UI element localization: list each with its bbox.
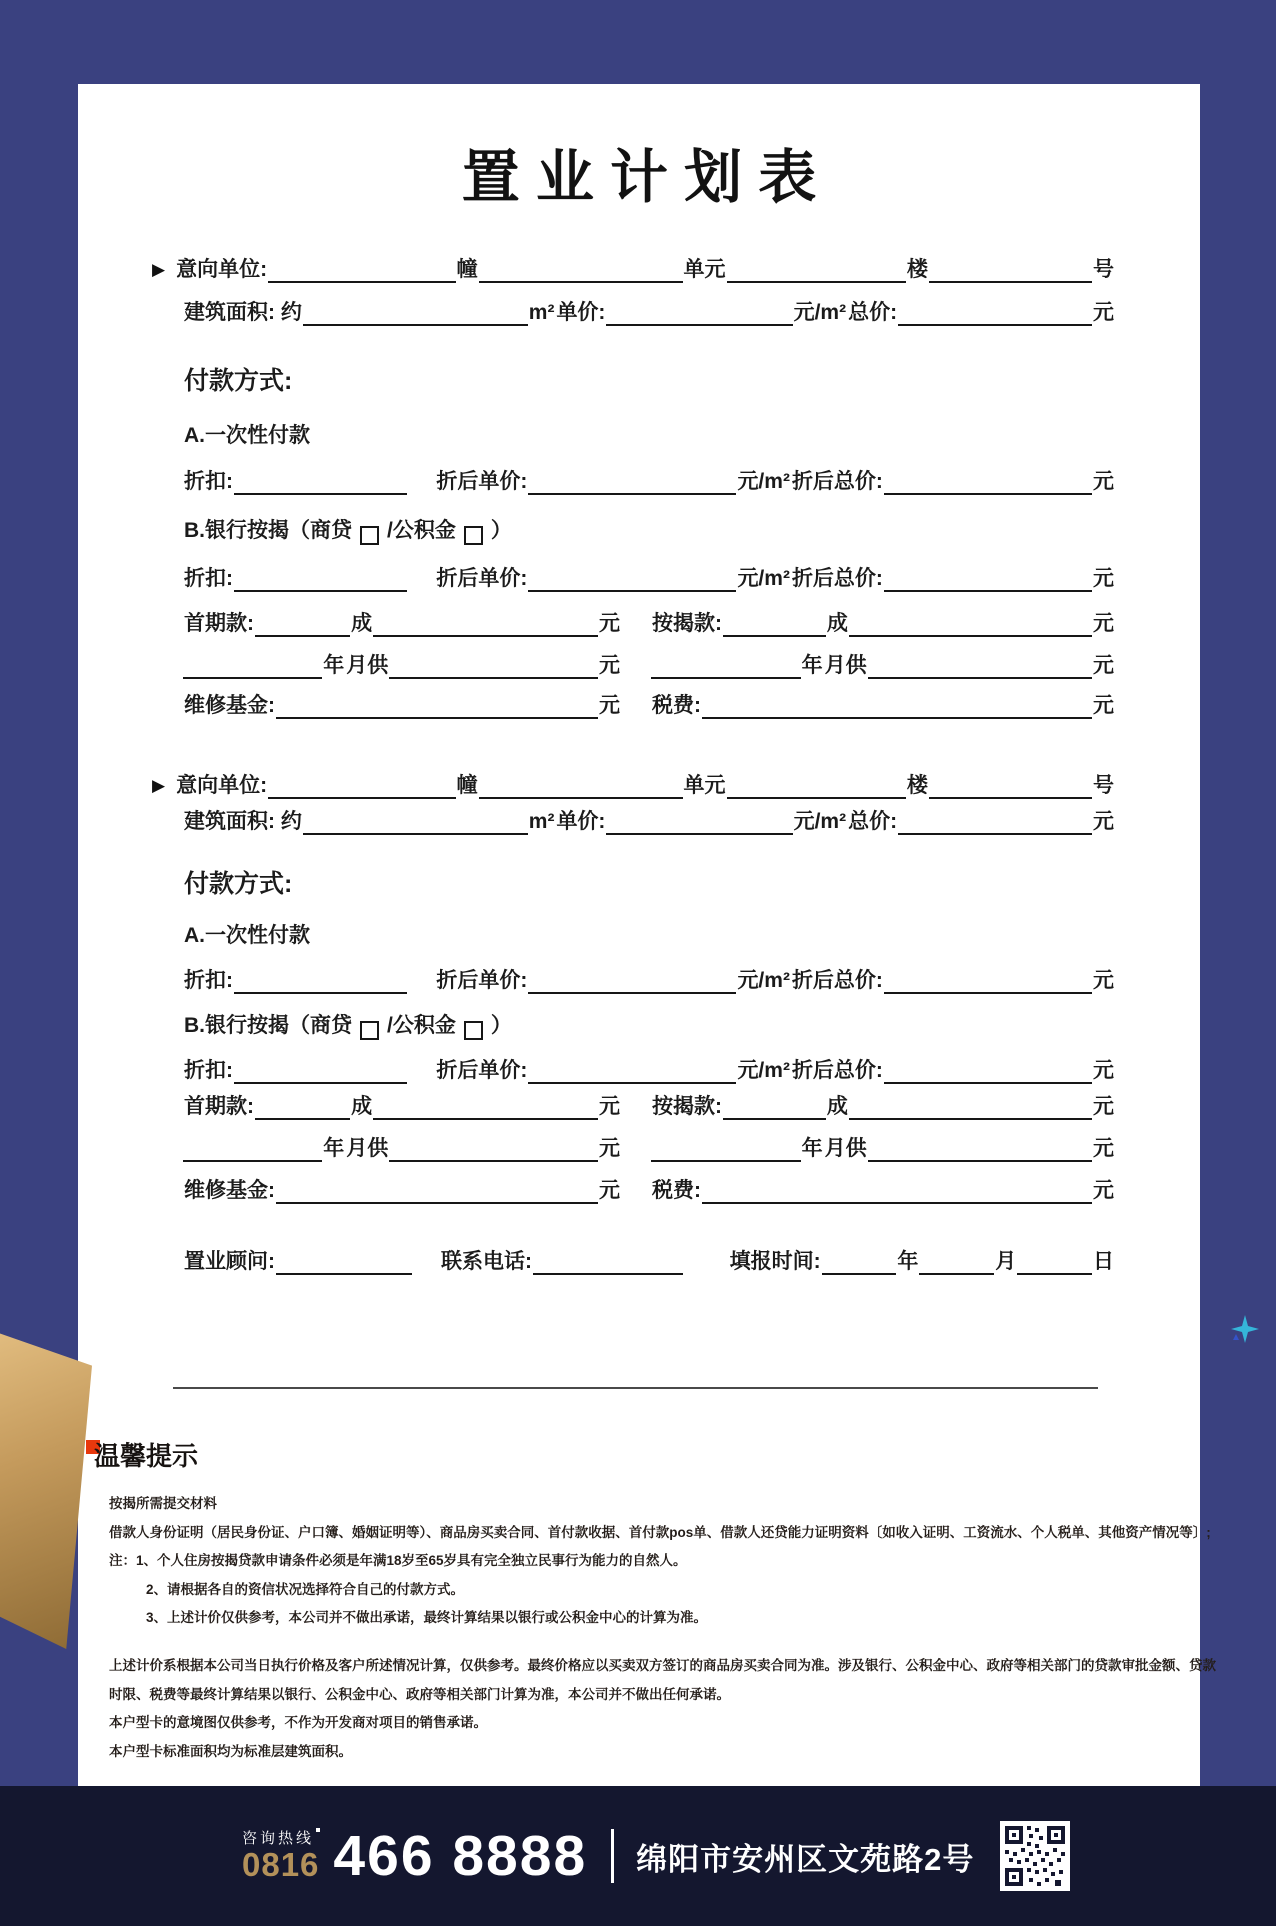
- tips-note-3: 3、上述计价仅供参考，本公司并不做出承诺，最终计算结果以银行或公积金中心的计算为准。: [146, 1610, 708, 1626]
- form-sheet: [78, 84, 1216, 1786]
- monthly-payment-row-1: [183, 652, 1115, 679]
- discounted-total-label: 折后总价:: [791, 567, 883, 590]
- blank-discount[interactable]: [234, 967, 407, 994]
- blank-discount[interactable]: [234, 468, 407, 495]
- blank-unit[interactable]: [479, 256, 683, 283]
- mortgage-label: 按揭款:: [652, 1095, 722, 1118]
- area-row-2: [183, 808, 1115, 835]
- footer-bar: [0, 1786, 1276, 1926]
- blank-total-price[interactable]: [898, 808, 1092, 835]
- blank-downpayment-amount[interactable]: [373, 1093, 598, 1120]
- unit-suffix: 单元: [683, 258, 726, 281]
- yuan-unit: 元: [599, 654, 620, 677]
- downpayment-label: 首期款:: [184, 612, 254, 635]
- blank-discounted-total[interactable]: [884, 565, 1092, 592]
- blank-monthly-amount[interactable]: [868, 652, 1092, 679]
- room-suffix: 号: [1093, 258, 1115, 281]
- yuan-unit: 元: [599, 1095, 620, 1118]
- blank-loan-years[interactable]: [183, 652, 322, 679]
- discount-row-a-1: [183, 468, 1115, 495]
- yuan-unit: 元: [1093, 969, 1114, 992]
- blank-floor[interactable]: [727, 256, 906, 283]
- yuan-unit: 元: [1093, 567, 1114, 590]
- yuan-per-sqm: 元/m²: [793, 810, 847, 833]
- blank-room[interactable]: [929, 256, 1092, 283]
- blank-discount[interactable]: [234, 565, 407, 592]
- tips-paragraph-block: [109, 1652, 1216, 1766]
- discount-label: 折扣:: [184, 1059, 233, 1082]
- blank-downpayment-portion[interactable]: [255, 610, 350, 637]
- monthly-pay-label: 月供: [346, 1137, 389, 1160]
- day-unit: 日: [1092, 1250, 1114, 1273]
- blank-area[interactable]: [303, 299, 528, 326]
- downpayment-label: 首期款:: [184, 1095, 254, 1118]
- monthly-payment-row-2: [183, 1135, 1115, 1162]
- building-suffix: 幢: [456, 774, 478, 797]
- total-price-label: 总价:: [848, 810, 898, 833]
- checkbox-provident-fund[interactable]: [464, 526, 483, 545]
- yuan-per-sqm: 元/m²: [737, 1059, 790, 1082]
- yuan-unit: 元: [599, 612, 620, 635]
- building-suffix: 幢: [456, 258, 478, 281]
- hotline-area-code: 0816: [242, 1845, 320, 1883]
- discounted-unit-price-label: 折后单价:: [436, 470, 528, 493]
- discount-row-b-2: [183, 1057, 1115, 1084]
- area-label: 建筑面积: 约: [184, 301, 302, 324]
- area-row-1: [183, 299, 1115, 326]
- discount-label: 折扣:: [184, 470, 233, 493]
- blank-area[interactable]: [303, 808, 528, 835]
- contact-phone-label: 联系电话:: [441, 1250, 532, 1273]
- hotline-number: 466 8888: [333, 1824, 588, 1888]
- intent-label: 意向单位:: [176, 774, 268, 797]
- blank-discounted-unit-price[interactable]: [528, 967, 736, 994]
- blank-maintenance-fund[interactable]: [276, 1177, 598, 1204]
- blank-total-price[interactable]: [898, 299, 1092, 326]
- page-title: 置 业 计 划 表: [461, 145, 817, 210]
- discount-label: 折扣:: [184, 969, 233, 992]
- tips-subheader: 按揭所需提交材料: [109, 1496, 217, 1511]
- blank-mortgage-amount[interactable]: [849, 1093, 1092, 1120]
- tips-para-3: 本户型卡的意境图仅供参考，不作为开发商对项目的销售承诺。: [109, 1715, 487, 1731]
- blank-mortgage-portion[interactable]: [723, 610, 826, 637]
- blank-loan-years[interactable]: [183, 1135, 322, 1162]
- blank-tax[interactable]: [702, 1177, 1092, 1204]
- cheng-unit: 成: [351, 612, 373, 635]
- yuan-unit: 元: [599, 1179, 620, 1202]
- blank-unit-price[interactable]: [606, 299, 792, 326]
- consultant-label: 置业顾问:: [184, 1250, 275, 1273]
- blank-monthly-amount[interactable]: [389, 1135, 598, 1162]
- option-a-row-2: A.一次性付款: [184, 924, 310, 947]
- qr-code: [1000, 1821, 1070, 1891]
- discounted-total-label: 折后总价:: [791, 969, 883, 992]
- checkbox-commercial-loan[interactable]: [360, 526, 379, 545]
- consultant-row: [183, 1248, 1115, 1275]
- intent-row-2: [152, 772, 1115, 799]
- discounted-total-label: 折后总价:: [791, 1059, 883, 1082]
- blank-unit-price[interactable]: [606, 808, 792, 835]
- room-suffix: 号: [1093, 774, 1115, 797]
- option-b-row-2: B.银行按揭（商贷 /公积金 ）: [183, 1012, 1115, 1039]
- tips-para-2: 时限、税费等最终计算结果以银行、公积金中心、政府等相关部门计算为准，本公司并不做出任何承诺。: [109, 1686, 730, 1702]
- discount-row-b-1: [183, 565, 1115, 592]
- fund-tax-row-1: [183, 692, 1115, 719]
- arrow-marker-icon: ▶: [152, 260, 166, 279]
- discounted-unit-price-label: 折后单价:: [436, 1059, 528, 1082]
- separator-line: [173, 1387, 1098, 1389]
- unit-price-label: 单价:: [556, 810, 606, 833]
- total-price-label: 总价:: [848, 301, 898, 324]
- footer-address: 绵阳市安州区文苑路2号: [636, 1841, 975, 1877]
- blank-tax[interactable]: [702, 692, 1092, 719]
- blank-floor[interactable]: [727, 772, 906, 799]
- area-label: 建筑面积: 约: [184, 810, 302, 833]
- maintenance-fund-label: 维修基金:: [184, 1179, 275, 1202]
- blank-discount[interactable]: [234, 1057, 407, 1084]
- yuan-unit: 元: [1093, 1137, 1114, 1160]
- yuan-per-sqm: 元/m²: [737, 969, 790, 992]
- option-a-row-1: A.一次性付款: [184, 424, 310, 447]
- blank-discounted-unit-price[interactable]: [528, 468, 736, 495]
- blank-discounted-total[interactable]: [884, 468, 1092, 495]
- floor-suffix: 楼: [906, 774, 928, 797]
- tips-note-2: 2、请根据各自的资信状况选择符合自己的付款方式。: [146, 1581, 465, 1597]
- yuan-unit: 元: [1093, 612, 1114, 635]
- cheng-unit: 成: [351, 1095, 373, 1118]
- blank-monthly-amount[interactable]: [868, 1135, 1092, 1162]
- yuan-unit: 元: [599, 694, 620, 717]
- tips-para-1: 上述计价系根据本公司当日执行价格及客户所述情况计算，仅供参考。最终价格应以买卖双方签订的商品房买卖合同为准。涉及银行、公积金中心、政府等相关部门的贷款审批金额、贷款: [109, 1658, 1216, 1673]
- blank-contact-phone[interactable]: [533, 1248, 683, 1275]
- yuan-unit: 元: [1093, 1179, 1114, 1202]
- yuan-per-sqm: 元/m²: [737, 567, 790, 590]
- mortgage-label: 按揭款:: [652, 612, 722, 635]
- cheng-unit: 成: [826, 1095, 848, 1118]
- year-unit: 年: [801, 654, 823, 677]
- discounted-unit-price-label: 折后单价:: [436, 567, 528, 590]
- yuan-unit: 元: [1093, 694, 1114, 717]
- tips-note-1: 注：1、个人住房按揭贷款申请条件必须是年满18岁至65岁具有完全独立民事行为能力的自然人。: [109, 1553, 687, 1569]
- monthly-pay-label: 月供: [824, 654, 867, 677]
- yuan-unit: 元: [1093, 301, 1114, 324]
- fund-tax-row-2: [183, 1177, 1115, 1204]
- blank-room[interactable]: [929, 772, 1092, 799]
- blank-day[interactable]: [1017, 1248, 1092, 1275]
- sqm-unit: m²: [528, 810, 555, 833]
- year-unit: 年: [323, 654, 345, 677]
- yuan-unit: 元: [1093, 810, 1114, 833]
- tips-notes-block: [109, 1490, 1211, 1633]
- tax-label: 税费:: [652, 694, 701, 717]
- blank-unit[interactable]: [479, 772, 683, 799]
- yuan-per-sqm: 元/m²: [793, 301, 847, 324]
- fill-date-label: 填报时间:: [729, 1250, 821, 1273]
- yuan-unit: 元: [599, 1137, 620, 1160]
- payment-method-header-1: 付款方式:: [184, 367, 293, 395]
- cyan-sparkle-icon: [1230, 1314, 1260, 1344]
- blank-mortgage-amount[interactable]: [849, 610, 1092, 637]
- unit-suffix: 单元: [683, 774, 726, 797]
- blank-maintenance-fund[interactable]: [276, 692, 598, 719]
- year-unit: 年: [323, 1137, 345, 1160]
- blank-discounted-unit-price[interactable]: [528, 565, 736, 592]
- tips-para-4: 本户型卡标准面积均为标准层建筑面积。: [109, 1743, 352, 1759]
- yuan-unit: 元: [1093, 1059, 1114, 1082]
- discounted-total-label: 折后总价:: [791, 470, 883, 493]
- year-unit: 年: [801, 1137, 823, 1160]
- blank-downpayment-portion[interactable]: [255, 1093, 350, 1120]
- year-unit: 年: [897, 1250, 919, 1273]
- tips-material-line: 借款人身份证明（居民身份证、户口簿、婚姻证明等）、商品房买卖合同、首付款收据、首付款pos单、借款人还贷能力证明资料〔如收入证明、工资流水、个人税单、其他资产情况等〕;: [109, 1524, 1211, 1540]
- cheng-unit: 成: [826, 612, 848, 635]
- payment-method-header-2: 付款方式:: [184, 870, 293, 898]
- hotline-block: [242, 1830, 319, 1883]
- discount-row-a-2: [183, 967, 1115, 994]
- yuan-unit: 元: [1093, 654, 1114, 677]
- checkbox-provident-fund[interactable]: [464, 1021, 483, 1040]
- blank-loan-years[interactable]: [651, 652, 801, 679]
- yuan-unit: 元: [1093, 1095, 1114, 1118]
- yuan-unit: 元: [1093, 470, 1114, 493]
- blank-discounted-total[interactable]: [884, 1057, 1092, 1084]
- hotline-label: 咨询热线: [242, 1830, 319, 1847]
- blank-monthly-amount[interactable]: [389, 652, 598, 679]
- tax-label: 税费:: [652, 1179, 701, 1202]
- blank-year[interactable]: [822, 1248, 897, 1275]
- month-unit: 月: [995, 1250, 1017, 1273]
- downpayment-row-1: [183, 610, 1115, 637]
- maintenance-fund-label: 维修基金:: [184, 694, 275, 717]
- intent-row-1: [152, 256, 1115, 283]
- monthly-pay-label: 月供: [824, 1137, 867, 1160]
- footer-divider: [611, 1829, 614, 1883]
- discounted-unit-price-label: 折后单价:: [436, 969, 528, 992]
- yuan-per-sqm: 元/m²: [737, 470, 790, 493]
- monthly-pay-label: 月供: [346, 654, 389, 677]
- option-b-row-1: B.银行按揭（商贷 /公积金 ）: [183, 517, 1115, 544]
- blank-discounted-total[interactable]: [884, 967, 1092, 994]
- floor-suffix: 楼: [906, 258, 928, 281]
- blank-discounted-unit-price[interactable]: [528, 1057, 736, 1084]
- blank-loan-years[interactable]: [651, 1135, 801, 1162]
- sqm-unit: m²: [528, 301, 555, 324]
- blank-month[interactable]: [919, 1248, 994, 1275]
- unit-price-label: 单价:: [556, 301, 606, 324]
- discount-label: 折扣:: [184, 567, 233, 590]
- blank-consultant-name[interactable]: [276, 1248, 412, 1275]
- arrow-marker-icon: ▶: [152, 776, 166, 795]
- checkbox-commercial-loan[interactable]: [360, 1021, 379, 1040]
- downpayment-row-2: [183, 1093, 1115, 1120]
- tips-header: 温馨提示: [94, 1441, 199, 1471]
- blank-building[interactable]: [268, 772, 456, 799]
- intent-label: 意向单位:: [176, 258, 268, 281]
- blank-downpayment-amount[interactable]: [373, 610, 598, 637]
- blank-building[interactable]: [268, 256, 456, 283]
- blank-mortgage-portion[interactable]: [723, 1093, 826, 1120]
